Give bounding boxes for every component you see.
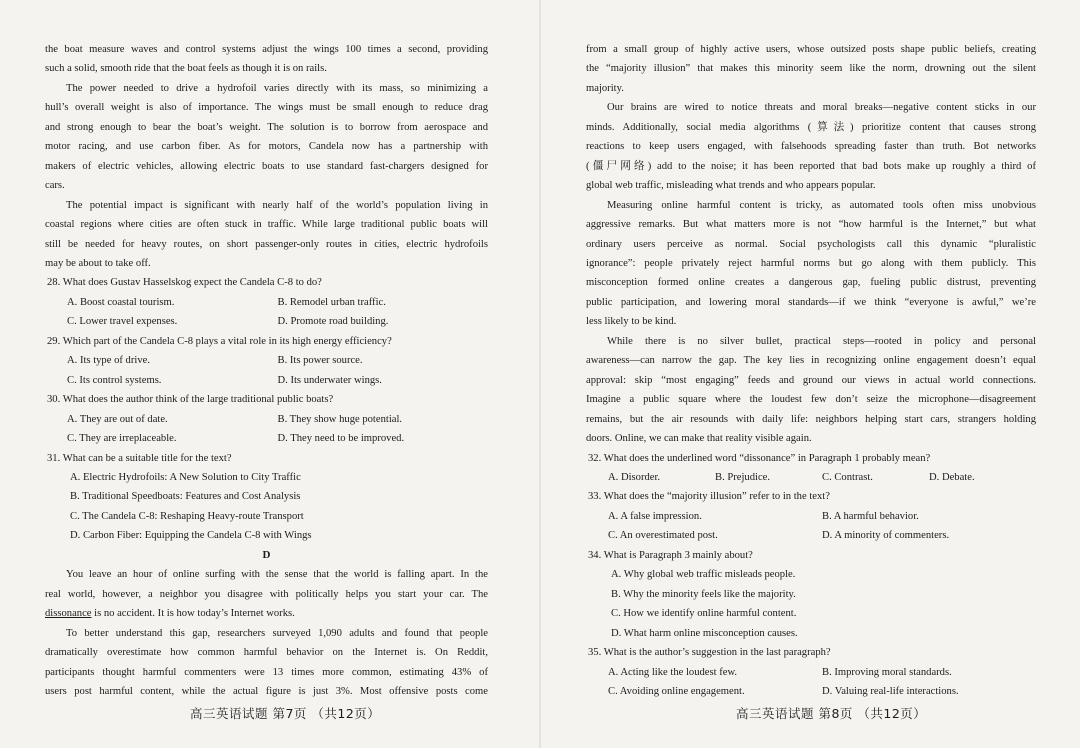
text-line: misconception formed online creates a dangerous gap, fueling public distrust, preventing [586,277,1036,289]
text-line: The potential impact is significant with nearly half of the world’s population living in [66,199,488,211]
option[interactable]: A. They are out of date. [67,413,168,425]
option[interactable]: C. Its control systems. [67,374,162,386]
options-row [45,429,488,448]
option[interactable]: D. They need to be improved. [277,433,405,445]
text-line: users post harmful content, while the actual figure is just 3%. Most offensive posts come [45,685,488,697]
text-line: doors. Online, we can make that reality visible again. [586,433,812,445]
option[interactable]: B. Prejudice. [715,471,771,483]
text-line: hull’s overall weight is also of importance. The wings must be small enough to reduce drag [45,102,488,114]
option[interactable]: D. Carbon Fiber: Equipping the Candela C-8 with Wings [70,530,312,542]
option[interactable]: C. Contrast. [822,471,873,483]
text-line: You leave an hour of online surfing with the sense that the world is falling apart. In the [66,569,488,581]
option[interactable]: B. Its power source. [277,355,363,367]
text-line: Measuring online harmful content is tricky, as automated tools often miss unobvious [607,199,1036,211]
text-line: from a small group of highly active users, whose outsized posts shape public beliefs, creating [586,44,1036,55]
option[interactable]: B. Why the minority feels like the majority. [611,588,796,600]
option[interactable]: C. Avoiding online engagement. [608,685,745,697]
option[interactable]: A. Electric Hydrofoils: A New Solution to City Traffic [70,471,301,483]
text-line: remains, but the air resounds with daily life: neighbors helping start cars, strangers holding [586,413,1036,425]
option[interactable]: A. Its type of drive. [67,355,150,367]
option[interactable]: D. A minority of commenters. [822,530,950,542]
text-line: and strong enough to bear the boat’s weight. The solution is to borrow from aerospace and [45,121,488,133]
question-31: 31. What can be a suitable title for the text? [47,452,232,464]
text-line: such a solid, smooth ride that the boat feels as though it is on rails. [45,63,327,75]
question-32: 32. What does the underlined word “dissonance” in Paragraph 1 probably mean? [588,452,931,464]
text-line: majority. [586,82,624,94]
option[interactable]: A. Disorder. [608,471,661,483]
options-row [45,410,488,429]
page-footer-7: 高三英语试题 第7页 （共12页） [190,706,381,721]
options-row [45,312,488,331]
question-35: 35. What is the author’s suggestion in the last paragraph? [588,647,831,659]
option[interactable]: A. A false impression. [608,510,702,522]
options-row [586,468,1036,487]
options-row [45,293,488,312]
text-line: (僵尸网络) add to the noise; it has been reported that bad bots make up roughly a third of [586,160,1036,172]
option[interactable]: C. They are irreplaceable. [67,433,177,445]
options-row [586,682,1036,701]
text-line: reactions to keep users engaged, with falsehoods spreading faster than truth. Bot networks [586,141,1036,153]
text-line: motor racing, and use carbon fiber. As for motors, Candela now has a partnership with [45,141,488,153]
option[interactable]: B. A harmful behavior. [822,510,919,522]
text-line: real world, however, a neighbor you disagree with politically helps you start your car. The [45,588,488,600]
page-8 [540,0,1080,748]
text-line: Imagine a public square where the loudest few don’t seize the microphone—disagreement [586,394,1036,406]
text-line: The power needed to drive a hydrofoil varies directly with its mass, so minimizing a [66,82,488,94]
option[interactable]: A. Why global web traffic misleads people. [611,569,796,581]
options-row [45,351,488,370]
text-line: makers of electric vehicles, allowing electric boats to use standard fast-chargers designed for [45,160,488,172]
text-line: the “majority illusion” that makes this minority seem like the norm, drowning out the silent [586,63,1036,75]
text-line: awareness—can narrow the gap. The key lies in recognizing online engagement doesn’t equal [586,355,1036,367]
option[interactable]: D. Promote road building. [277,316,389,328]
text-line [45,604,488,623]
option[interactable]: D. Its underwater wings. [277,374,382,386]
text-line: ordinary users perceive as normal. Social psychologists call this dynamic “pluralistic [586,238,1036,250]
text-line: ignorance”: people privately reject harmful norms but go along with them publicly. This [586,257,1036,269]
text-line: public participation, and lowering moral standards—if we think “everyone is awful,” we’re [586,296,1036,308]
text-line: participants thought harmful commenters were 13 times more common, estimating 43% of [45,666,488,678]
section-heading: D [262,548,271,561]
option[interactable]: B. Remodel urban traffic. [277,296,386,308]
option[interactable]: D. What harm online misconception causes. [611,627,798,639]
text-line: may be about to take off. [45,257,151,269]
question-30: 30. What does the author think of the large traditional public boats? [47,394,334,406]
option[interactable]: C. An overestimated post. [608,530,718,542]
text-line: approval: skip “most engaging” feeds and ground our views in actual world connections. [586,374,1036,386]
text-line: dramatically overestimate how common harmful behavior on the Internet is. On Reddit, [45,647,488,659]
option[interactable]: D. Valuing real-life interactions. [822,685,959,697]
text-line: minds. Additionally, social media algorithms (算法) prioritize content that causes strong [586,121,1036,133]
option[interactable]: C. The Candela C-8: Reshaping Heavy-route Transport [70,510,304,522]
options-row [45,371,488,390]
options-row [586,526,1036,545]
question-28: 28. What does Gustav Hasselskog expect the Candela C-8 to do? [47,277,322,289]
text-line: aggressive remarks. But what matters more is not “how harmful is the Internet,” but what [586,219,1036,231]
text-line: Our brains are wired to notice threats and moral breaks—negative content sticks in our [607,102,1036,114]
option[interactable]: A. Boost coastal tourism. [67,296,175,308]
text-line: less likely to be kind. [586,316,677,328]
option[interactable]: B. Traditional Speedboats: Features and Cost Analysis [70,491,301,503]
options-row [586,507,1036,526]
text-line: coastal regions where cities are often stuck in traffic. While large traditional public boats will [45,219,488,231]
text-line: cars. [45,180,65,192]
option[interactable]: B. Improving moral standards. [822,666,952,678]
option[interactable]: C. How we identify online harmful content. [611,608,797,620]
options-row [586,663,1036,682]
underlined-word: dissonance [45,608,92,620]
option[interactable]: D. Debate. [929,471,975,483]
question-33: 33. What does the “majority illusion” refer to in the text? [588,491,830,503]
text-line: the boat measure waves and control systems adjust the wings 100 times a second, providing [45,44,488,55]
text-line: To better understand this gap, researchers surveyed 1,090 adults and found that people [66,627,488,639]
option[interactable]: C. Lower travel expenses. [67,316,178,328]
text-span: is no accident. It is how today’s Internet works. [91,608,295,620]
question-34: 34. What is Paragraph 3 mainly about? [588,549,753,561]
option[interactable]: B. They show huge potential. [277,413,403,425]
question-29: 29. Which part of the Candela C-8 plays a vital role in its high energy efficiency? [47,335,392,347]
text-line: still be needed for heavy routes, on short passenger-only routes in cities, electric hydrofoils [45,238,488,250]
option[interactable]: A. Acting like the loudest few. [608,666,738,678]
page-footer-8: 高三英语试题 第8页 （共12页） [736,706,927,721]
text-line: global web traffic, misleading what trends and who appears popular. [586,180,876,192]
text-line: While there is no silver bullet, practical steps—rooted in policy and personal [607,335,1036,347]
